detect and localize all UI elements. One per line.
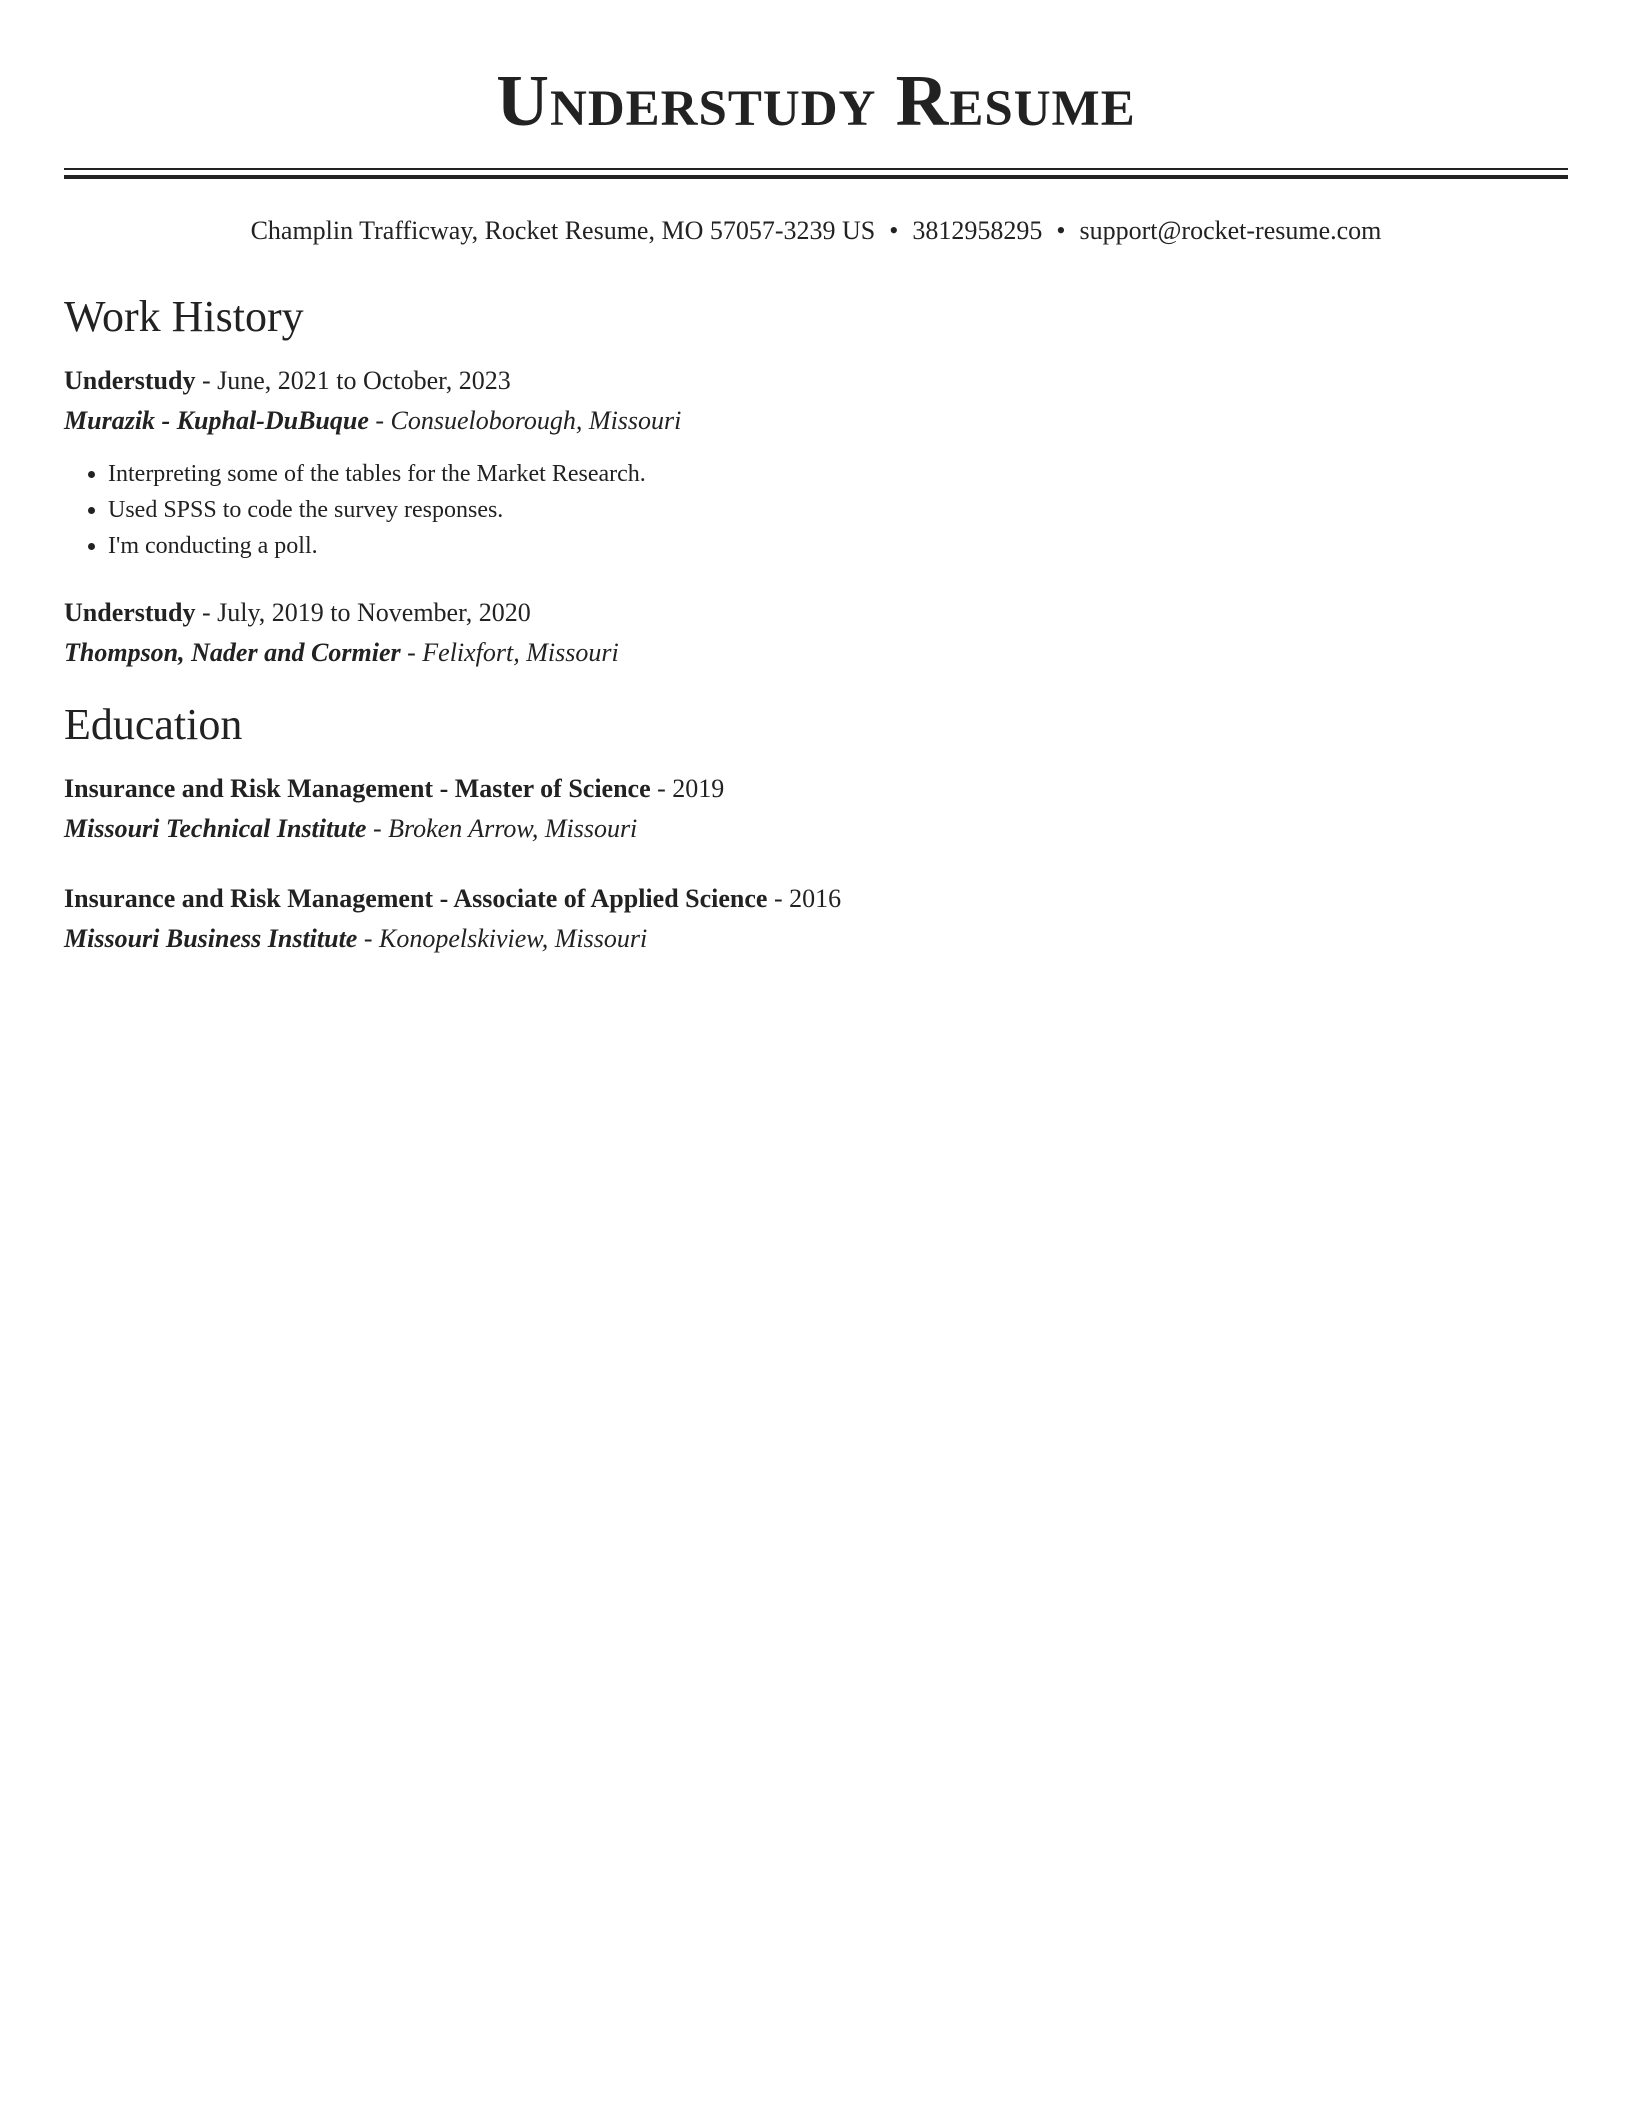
job-bullet: • I'm conducting a poll.: [108, 528, 646, 564]
degree-line: [64, 772, 724, 806]
job-company-line: [64, 404, 681, 438]
contact-address: Champlin Trafficway, Rocket Resume, MO 57057-3239 US: [250, 216, 876, 245]
job-company: Murazik - Kuphal-DuBuque: [64, 406, 369, 435]
contact-separator: •: [1056, 216, 1066, 245]
contact-phone: 3812958295: [912, 216, 1043, 245]
title-divider-thin: [64, 168, 1568, 170]
job-bullet-list: [64, 456, 646, 564]
school-location: - Broken Arrow, Missouri: [366, 814, 638, 843]
job-company: Thompson, Nader and Cormier: [64, 638, 401, 667]
resume-title: Understudy Resume: [496, 60, 1136, 141]
job-location: - Felixfort, Missouri: [400, 638, 619, 667]
job-bullet: • Interpreting some of the tables for the Market Research.: [108, 456, 646, 492]
school-line: [64, 812, 637, 846]
job-dates: - June, 2021 to October, 2023: [195, 366, 511, 395]
job-title-line: [64, 364, 511, 398]
job-dates: - July, 2019 to November, 2020: [195, 598, 531, 627]
contact-separator: •: [889, 216, 899, 245]
contact-info: [0, 214, 1632, 248]
school-name: Missouri Business Institute: [64, 924, 358, 953]
job-company-line: [64, 636, 619, 670]
job-title: Understudy: [64, 366, 196, 395]
work-history-heading: Work History: [64, 292, 304, 341]
school-line: [64, 922, 647, 956]
contact-email: support@rocket-resume.com: [1079, 216, 1382, 245]
degree-name: Insurance and Risk Management - Associate of Applied Science: [64, 884, 768, 913]
education-heading: Education: [64, 700, 243, 749]
job-title: Understudy: [64, 598, 196, 627]
school-name: Missouri Technical Institute: [64, 814, 367, 843]
job-location: - Consueloborough, Missouri: [368, 406, 682, 435]
job-title-line: [64, 596, 531, 630]
degree-year: - 2016: [767, 884, 842, 913]
title-divider-thick: [64, 175, 1568, 179]
degree-name: Insurance and Risk Management - Master of Science: [64, 774, 651, 803]
degree-year: - 2019: [650, 774, 725, 803]
school-location: - Konopelskiview, Missouri: [357, 924, 648, 953]
degree-line: [64, 882, 841, 916]
job-bullet: • Used SPSS to code the survey responses.: [108, 492, 646, 528]
